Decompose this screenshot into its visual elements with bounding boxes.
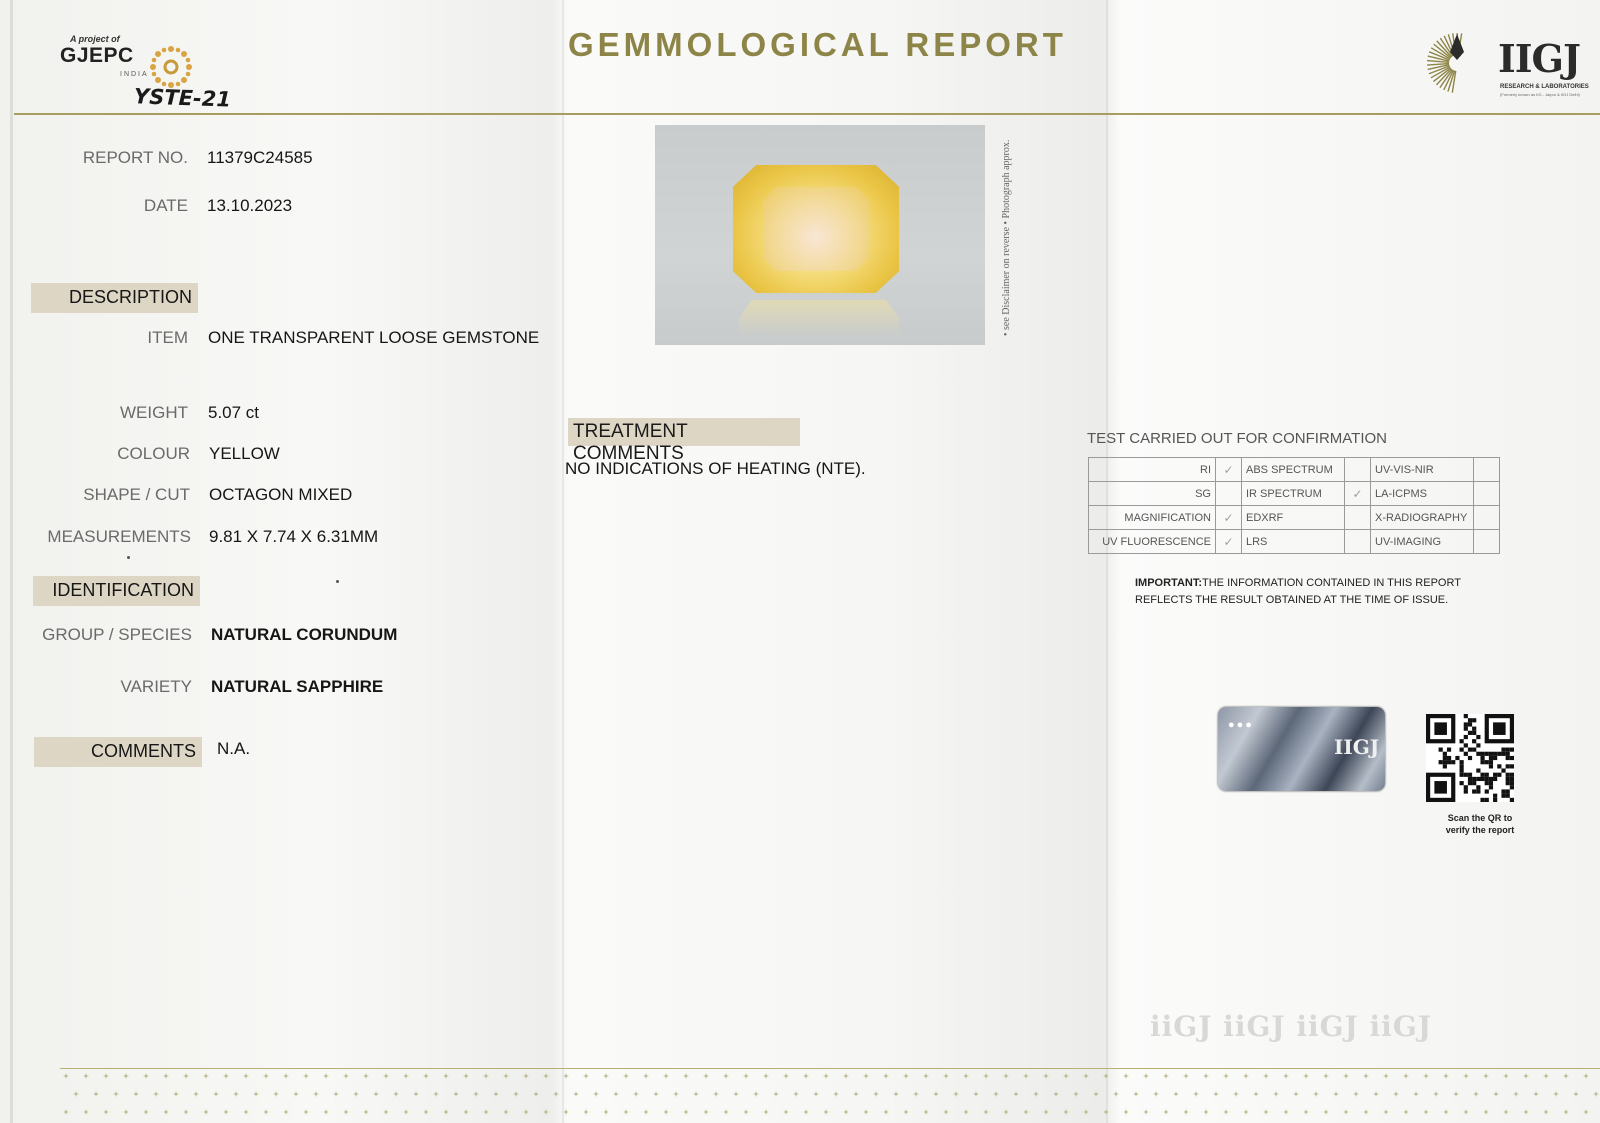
important-label: IMPORTANT: — [1135, 577, 1203, 589]
speck — [127, 556, 130, 559]
date-value: 13.10.2023 — [207, 196, 293, 215]
check-icon — [1474, 530, 1500, 554]
check-icon — [1474, 458, 1500, 482]
test-cell: UV-IMAGING — [1371, 530, 1474, 554]
test-cell: RI — [1089, 458, 1216, 482]
qr-caption-line: verify the report — [1445, 825, 1515, 835]
report-title: GEMMOLOGICAL REPORT — [568, 26, 1067, 63]
table-row — [1089, 506, 1500, 530]
treatment-text: NO INDICATIONS OF HEATING (NTE). — [565, 459, 866, 478]
lab-subtag: (Formerly known as IIG - Jaipur & IIGJ Delhi) — [1500, 92, 1580, 97]
hologram-text: IIGJ — [1334, 735, 1380, 759]
speck — [336, 580, 339, 583]
test-cell: ABS SPECTRUM — [1242, 458, 1345, 482]
measurements-label: MEASUREMENTS — [47, 527, 191, 546]
test-cell: UV FLUORESCENCE — [1089, 530, 1216, 554]
test-cell: LA-ICPMS — [1371, 482, 1474, 506]
item-label: ITEM — [147, 328, 188, 347]
test-cell: MAGNIFICATION — [1089, 506, 1216, 530]
gemstone-photo — [655, 125, 985, 345]
check-icon — [1474, 506, 1500, 530]
identification-heading: IDENTIFICATION — [33, 576, 200, 606]
photo-disclaimer: • see Disclaimer on reverse • Photograph approx. — [1001, 139, 1012, 336]
table-row — [1089, 458, 1500, 482]
important-note — [1135, 575, 1515, 609]
test-cell: EDXRF — [1242, 506, 1345, 530]
watermark: iiGJ iiGJ iiGJ iiGJ — [1150, 1010, 1432, 1043]
tests-title: TEST CARRIED OUT FOR CONFIRMATION — [1087, 430, 1388, 447]
sun-icon — [148, 44, 194, 90]
star-border — [60, 1062, 1600, 1123]
test-cell: SG — [1089, 482, 1216, 506]
important-text: THE INFORMATION CONTAINED IN THIS REPORT REFLECTS THE RESULT OBTAINED AT THE TIME OF ISSUE. — [1135, 577, 1461, 606]
qr-caption — [1430, 812, 1530, 836]
check-icon: ✓ — [1345, 482, 1371, 506]
variety-value: NATURAL SAPPHIRE — [211, 677, 384, 696]
check-icon — [1474, 482, 1500, 506]
variety-label: VARIETY — [120, 677, 192, 696]
gjepc-country: INDIA — [120, 71, 149, 78]
check-icon: ✓ — [1216, 530, 1242, 554]
gemstone-table-facet — [763, 187, 869, 271]
gjepc-project-text: A project of — [70, 34, 120, 44]
check-icon: ✓ — [1216, 458, 1242, 482]
gjepc-name: GJEPC — [60, 44, 134, 67]
measurements-value: 9.81 X 7.74 X 6.31MM — [209, 527, 379, 546]
check-icon — [1345, 458, 1371, 482]
item-value: ONE TRANSPARENT LOOSE GEMSTONE — [208, 328, 540, 347]
weight-label: WEIGHT — [120, 403, 188, 422]
gjepc-logo — [60, 34, 149, 78]
iigj-logo — [1424, 26, 1594, 102]
table-row — [1089, 530, 1500, 554]
shape-label: SHAPE / CUT — [83, 485, 190, 504]
header-rule — [14, 113, 1600, 115]
check-icon — [1345, 506, 1371, 530]
test-cell: IR SPECTRUM — [1242, 482, 1345, 506]
comments-value: N.A. — [217, 739, 251, 758]
qr-code-icon[interactable] — [1426, 714, 1514, 802]
group-label: GROUP / SPECIES — [42, 625, 192, 644]
hologram-dots: ●●● — [1228, 719, 1254, 731]
shape-value: OCTAGON MIXED — [209, 485, 353, 504]
colour-value: YELLOW — [209, 444, 280, 463]
fold-line — [1106, 0, 1108, 1123]
report-no-label: REPORT NO. — [82, 148, 188, 167]
comments-heading: COMMENTS — [34, 737, 202, 767]
lab-name: IIGJ — [1498, 36, 1580, 81]
group-value: NATURAL CORUNDUM — [211, 625, 398, 644]
check-icon — [1216, 482, 1242, 506]
test-cell: UV-VIS-NIR — [1371, 458, 1474, 482]
fold-line — [562, 0, 564, 1123]
security-hologram — [1218, 707, 1385, 791]
lab-tagline: RESEARCH & LABORATORIES — [1500, 84, 1589, 90]
qr-caption-line: Scan the QR to — [1447, 813, 1513, 823]
test-cell: X-RADIOGRAPHY — [1371, 506, 1474, 530]
handwritten-code: YSTE-21 — [133, 84, 232, 112]
page-edge — [10, 0, 13, 1123]
check-icon: ✓ — [1216, 506, 1242, 530]
gemstone-reflection — [739, 300, 899, 336]
test-cell: LRS — [1242, 530, 1345, 554]
report-no-value: 11379C24585 — [207, 148, 313, 167]
starburst-icon — [1424, 30, 1490, 96]
check-icon — [1345, 530, 1371, 554]
description-heading: DESCRIPTION — [31, 283, 198, 313]
tests-table — [1088, 457, 1500, 554]
treatment-heading: TREATMENT COMMENTS — [568, 418, 800, 446]
date-label: DATE — [143, 196, 188, 215]
table-row — [1089, 482, 1500, 506]
weight-value: 5.07 ct — [208, 403, 260, 422]
colour-label: COLOUR — [117, 444, 190, 463]
